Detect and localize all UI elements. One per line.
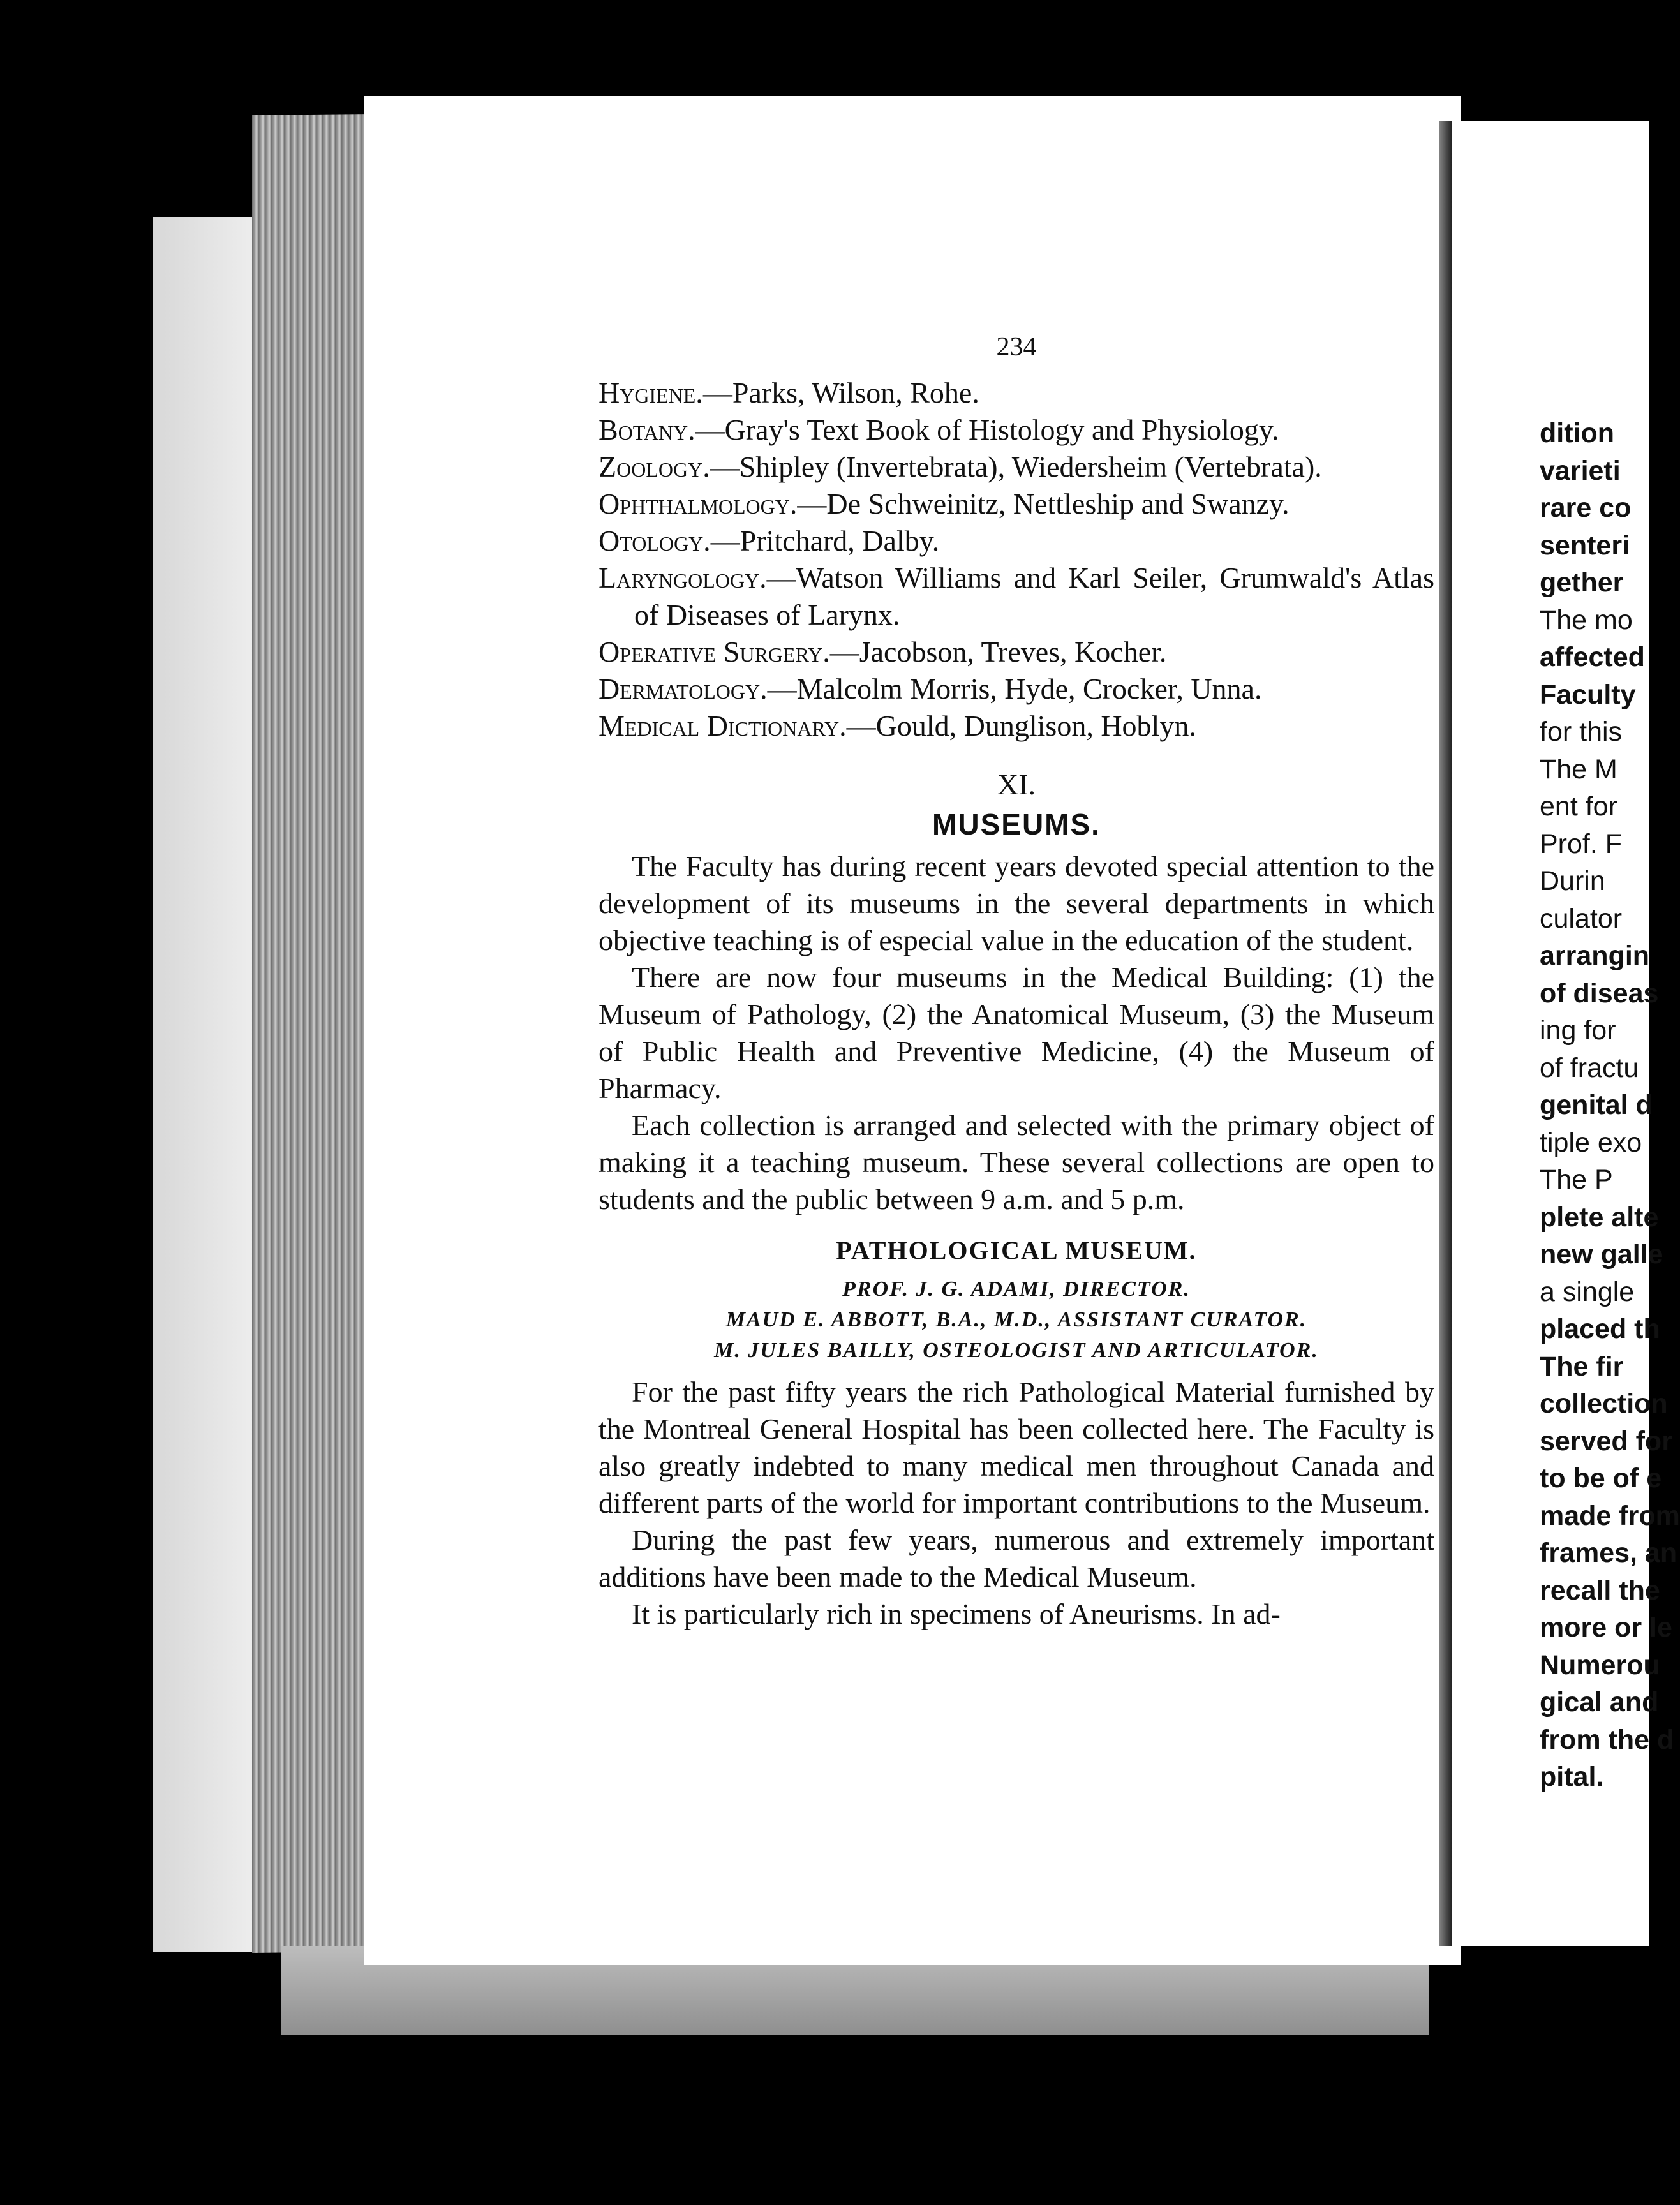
reference-subject: Botany. — [598, 413, 695, 446]
reference-list — [598, 375, 1434, 745]
reference-authors: —Pritchard, Dalby. — [710, 524, 940, 557]
right-page-line: genital d — [1540, 1090, 1653, 1120]
pathological-museum-title: PATHOLOGICAL MUSEUM. — [836, 1236, 1197, 1265]
right-page-text — [1540, 415, 1680, 1796]
left-page-text — [598, 329, 1434, 1633]
section-title: MUSEUMS. — [932, 808, 1101, 841]
book-page-block — [153, 217, 268, 1952]
book-page-edges — [252, 114, 373, 1953]
reference-subject: Operative Surgery. — [598, 635, 830, 668]
right-page-line: recall the — [1540, 1575, 1660, 1606]
right-page-line: rare co — [1540, 493, 1632, 523]
right-page-line: affected — [1540, 642, 1645, 672]
reference-entry — [598, 671, 1434, 708]
right-page-line: ent for — [1540, 791, 1617, 822]
reference-subject: Medical Dictionary. — [598, 709, 847, 742]
reference-authors: —De Schweinitz, Nettleship and Swanzy. — [797, 487, 1290, 520]
pathological-paragraph: It is particularly rich in specimens of Aneurisms. In ad- — [632, 1598, 1281, 1630]
right-page-line: gical and — [1540, 1687, 1659, 1718]
museum-paragraph: Each collection is arranged and selected with the primary object of making it a teaching museum. These several collections are open to students and the public between 9 a.m. and 5 p.m. — [598, 1109, 1434, 1215]
right-page-line: of fractu — [1540, 1052, 1639, 1083]
right-page-line: plete alte — [1540, 1201, 1659, 1233]
reference-authors: —Jacobson, Treves, Kocher. — [829, 635, 1167, 668]
reference-authors: —Gray's Text Book of Histology and Physiology. — [695, 413, 1279, 446]
right-page-line: a single — [1540, 1276, 1635, 1307]
right-page-line: placed th — [1540, 1314, 1660, 1344]
right-page-line: served for — [1540, 1425, 1672, 1457]
page-number: 234 — [996, 332, 1037, 362]
museum-paragraph: The Faculty has during recent years devoted special attention to the development of its museums in the several departments in which objective teaching is of especial value in the education of the student. — [598, 850, 1434, 956]
right-page-line: varieti — [1540, 455, 1621, 486]
right-page-line: Faculty — [1540, 679, 1636, 710]
reference-authors: —Watson Williams and Karl Seiler, Grumwald's Atlas of Diseases of Larynx. — [634, 561, 1434, 631]
reference-entry — [598, 560, 1434, 634]
right-page-line: made from — [1540, 1500, 1680, 1531]
reference-entry — [598, 708, 1434, 745]
reference-subject: Laryngology. — [598, 561, 767, 594]
reference-entry — [598, 523, 1434, 560]
reference-entry — [598, 375, 1434, 412]
right-page-line: frames, an — [1540, 1538, 1677, 1568]
right-page-line: The mo — [1540, 604, 1633, 635]
right-page-line: new galle — [1540, 1239, 1663, 1270]
reference-subject: Otology. — [598, 524, 711, 557]
museum-paragraph: There are now four museums in the Medical Building: (1) the Museum of Pathology, (2) the Anatomical Museum, (3) the Museum of Public Health and Preventive Medicine, (4) the Museum of Pharmacy. — [598, 961, 1434, 1104]
right-page-line: senteri — [1540, 530, 1630, 561]
reference-authors: —Malcolm Morris, Hyde, Crocker, Unna. — [767, 672, 1262, 705]
right-page-line: culator — [1540, 903, 1623, 934]
right-page-line: for this — [1540, 716, 1623, 747]
pathological-paragraph: For the past fifty years the rich Pathological Material furnished by the Montreal General Hospital has been collected here. The Faculty is also greatly indebted to many medical men throughout Canada and different parts of the world for important contributions to the Museum. — [598, 1376, 1434, 1519]
right-page-line: from the d — [1540, 1724, 1674, 1755]
section-number: XI. — [997, 768, 1036, 801]
right-page-line: Durin — [1540, 866, 1605, 896]
right-page-line: gether — [1540, 567, 1624, 598]
right-page-line: to be of e — [1540, 1463, 1662, 1494]
reference-subject: Hygiene. — [598, 376, 703, 409]
reference-authors: —Gould, Dunglison, Hoblyn. — [846, 709, 1196, 742]
right-page-line: more or le — [1540, 1612, 1672, 1643]
right-page-line: collection — [1540, 1388, 1668, 1419]
right-page-line: tiple exo — [1540, 1127, 1642, 1158]
staff-list — [598, 1274, 1434, 1366]
staff-line: PROF. J. G. ADAMI, DIRECTOR. — [842, 1277, 1191, 1301]
reference-authors: —Shipley (Invertebrata), Wiedersheim (Vertebrata). — [710, 450, 1322, 483]
right-page-line: The fir — [1540, 1351, 1624, 1382]
right-page-line: of diseas — [1540, 977, 1659, 1009]
reference-subject: Dermatology. — [598, 672, 768, 705]
pathological-paragraph: During the past few years, numerous and extremely important additions have been made to the Medical Museum. — [598, 1524, 1434, 1593]
right-page-line: pital. — [1540, 1762, 1604, 1792]
right-page-line: Prof. F — [1540, 828, 1623, 859]
right-page-line: Numerou — [1540, 1649, 1660, 1681]
right-page-line: arrangin — [1540, 940, 1650, 971]
staff-line: M. JULES BAILLY, OSTEOLOGIST AND ARTICULATOR. — [714, 1339, 1319, 1362]
reference-entry — [598, 449, 1434, 486]
reference-subject: Ophthalmology. — [598, 487, 798, 520]
reference-subject: Zoology. — [598, 450, 710, 483]
reference-entry — [598, 412, 1434, 449]
right-page-line: ing for — [1540, 1015, 1616, 1046]
book-gutter — [1439, 121, 1452, 1946]
right-page-line: The P — [1540, 1164, 1613, 1195]
reference-entry — [598, 634, 1434, 671]
right-page-line: The M — [1540, 754, 1617, 785]
reference-authors: —Parks, Wilson, Rohe. — [702, 376, 979, 409]
right-page-line: dition — [1540, 418, 1615, 449]
reference-entry — [598, 486, 1434, 523]
staff-line: MAUD E. ABBOTT, B.A., M.D., ASSISTANT CURATOR. — [725, 1308, 1307, 1332]
